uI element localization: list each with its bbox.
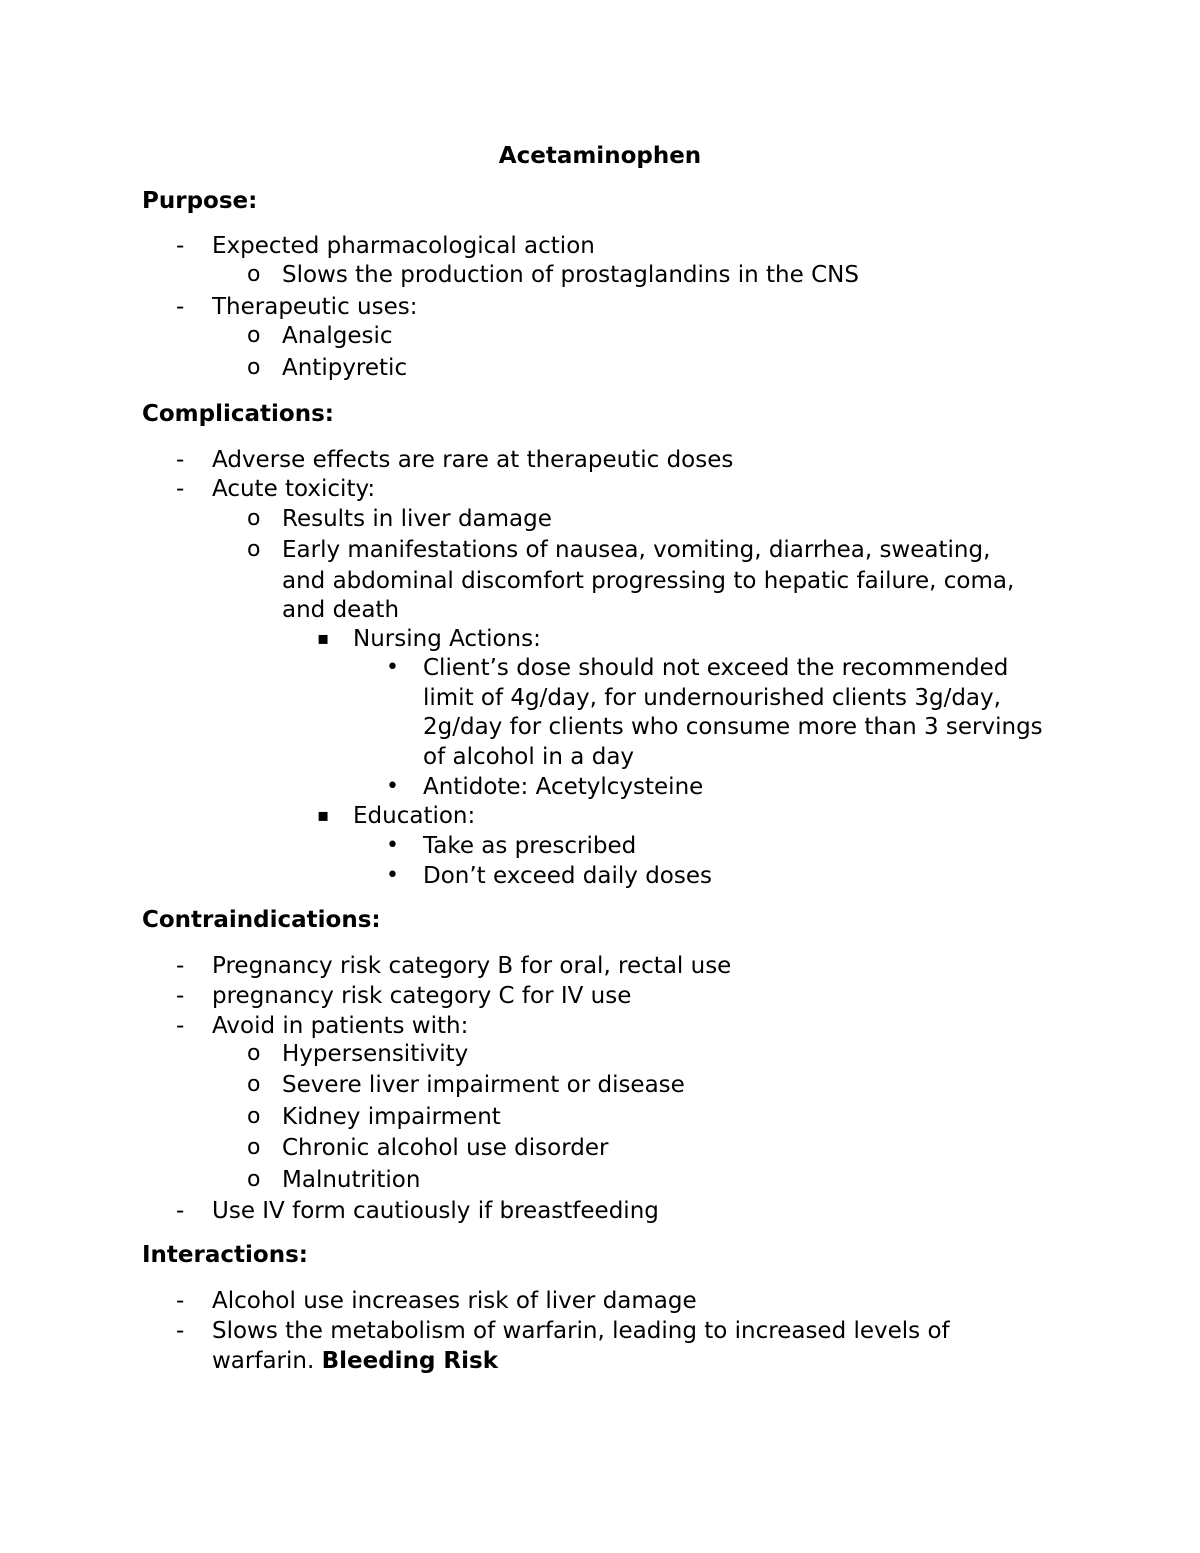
contraindications-item: Use IV form cautiously if breastfeeding <box>212 1198 659 1224</box>
dash-bullet: - <box>176 1013 185 1039</box>
complications-subitem-line: Early manifestations of nausea, vomiting, diarrhea, sweating, <box>282 537 991 563</box>
nursing-action: Antidote: Acetylcysteine <box>423 774 704 800</box>
complications-subitem-line: and abdominal discomfort progressing to hepatic failure, coma, <box>282 568 1015 594</box>
contraindications-subitem: Chronic alcohol use disorder <box>282 1135 609 1161</box>
education-item: Don’t exceed daily doses <box>423 863 712 889</box>
interactions-item-line <box>212 1346 498 1376</box>
dot-bullet: • <box>386 655 399 680</box>
dash-bullet: - <box>176 953 185 979</box>
circle-bullet: o <box>247 323 261 348</box>
contraindications-item: Avoid in patients with: <box>212 1013 469 1039</box>
complications-item: Adverse effects are rare at therapeutic doses <box>212 447 734 473</box>
interactions-item: Alcohol use increases risk of liver damage <box>212 1288 697 1314</box>
interactions-heading: Interactions: <box>142 1242 308 1268</box>
dash-bullet: - <box>176 476 185 502</box>
circle-bullet: o <box>247 262 261 287</box>
complications-item: Acute toxicity: <box>212 476 376 502</box>
purpose-subitem: Slows the production of prostaglandins in the CNS <box>282 262 859 288</box>
nursing-action-line: 2g/day for clients who consume more than 3 servings <box>423 714 1043 740</box>
bleeding-risk-emphasis: Bleeding Risk <box>321 1348 498 1374</box>
purpose-item: Expected pharmacological action <box>212 233 595 259</box>
contraindications-item: Pregnancy risk category B for oral, rectal use <box>212 953 732 979</box>
nursing-action-line: limit of 4g/day, for undernourished clients 3g/day, <box>423 685 1001 711</box>
contraindications-subitem: Kidney impairment <box>282 1104 501 1130</box>
purpose-subitem: Antipyretic <box>282 355 408 381</box>
contraindications-subitem: Malnutrition <box>282 1167 421 1193</box>
dash-bullet: - <box>176 294 185 320</box>
dot-bullet: • <box>386 774 399 799</box>
square-bullet: ▪ <box>317 805 330 826</box>
contraindications-item: pregnancy risk category C for IV use <box>212 983 632 1009</box>
purpose-subitem: Analgesic <box>282 323 393 349</box>
circle-bullet: o <box>247 1072 261 1097</box>
complications-heading: Complications: <box>142 401 334 427</box>
dash-bullet: - <box>176 1288 185 1314</box>
circle-bullet: o <box>247 506 261 531</box>
education-item: Take as prescribed <box>423 833 637 859</box>
nursing-actions-label: Nursing Actions: <box>353 626 541 652</box>
dot-bullet: • <box>386 863 399 888</box>
circle-bullet: o <box>247 537 261 562</box>
dot-bullet: • <box>386 833 399 858</box>
circle-bullet: o <box>247 355 261 380</box>
circle-bullet: o <box>247 1041 261 1066</box>
contraindications-heading: Contraindications: <box>142 907 381 933</box>
complications-subitem: Results in liver damage <box>282 506 552 532</box>
contraindications-subitem: Severe liver impairment or disease <box>282 1072 685 1098</box>
complications-subitem-line: and death <box>282 597 400 623</box>
dash-bullet: - <box>176 1198 185 1224</box>
dash-bullet: - <box>176 233 185 259</box>
circle-bullet: o <box>247 1167 261 1192</box>
interactions-item-text: warfarin. <box>212 1348 315 1374</box>
contraindications-subitem: Hypersensitivity <box>282 1041 469 1067</box>
interactions-item-line: Slows the metabolism of warfarin, leading to increased levels of <box>212 1318 950 1344</box>
circle-bullet: o <box>247 1104 261 1129</box>
dash-bullet: - <box>176 983 185 1009</box>
document-title: Acetaminophen <box>498 143 702 169</box>
purpose-item: Therapeutic uses: <box>212 294 418 320</box>
purpose-heading: Purpose: <box>142 188 258 214</box>
circle-bullet: o <box>247 1135 261 1160</box>
nursing-action-line: Client’s dose should not exceed the recommended <box>423 655 1009 681</box>
dash-bullet: - <box>176 1318 185 1344</box>
education-label: Education: <box>353 803 476 829</box>
square-bullet: ▪ <box>317 628 330 649</box>
dash-bullet: - <box>176 447 185 473</box>
nursing-action-line: of alcohol in a day <box>423 744 635 770</box>
